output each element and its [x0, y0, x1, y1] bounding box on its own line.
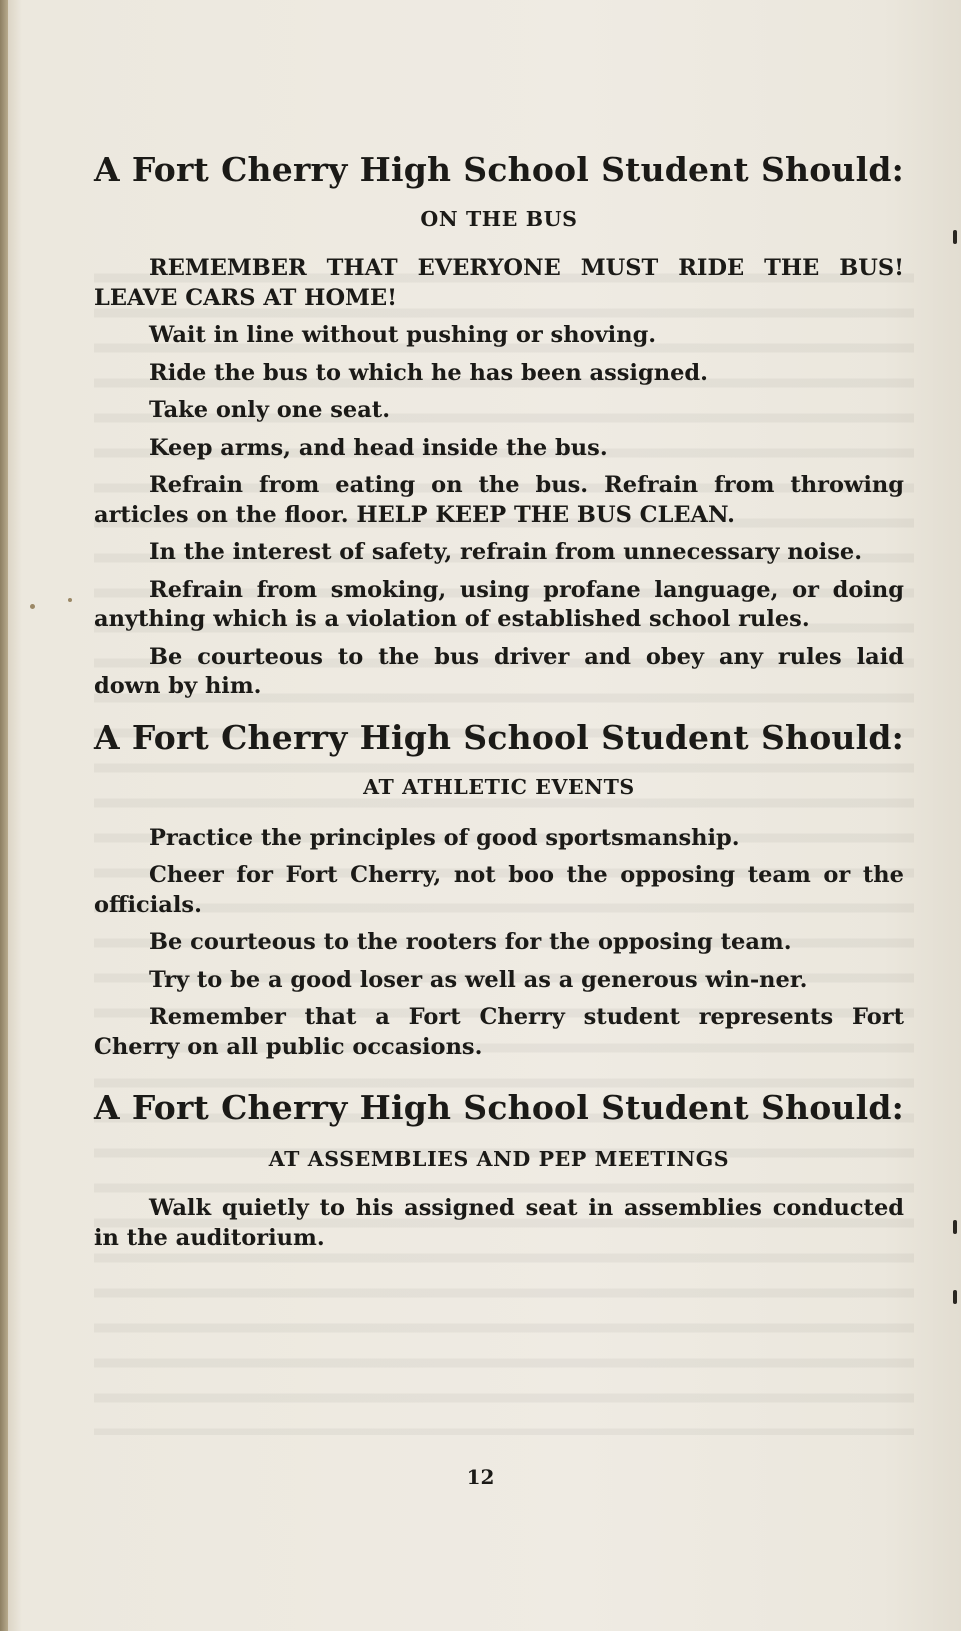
rule-paragraph: Wait in line without pushing or shoving.	[149, 322, 657, 348]
rule-paragraph: Remember that a Fort Cherry student represents Fort Cherry on all public occasions.	[94, 1004, 904, 1060]
rule-paragraph: REMEMBER THAT EVERYONE MUST RIDE THE BUS! LEAVE CARS AT HOME!	[94, 255, 904, 311]
section-heading: A Fort Cherry High School Student Should:	[94, 1088, 904, 1127]
rule-paragraph: Take only one seat.	[149, 397, 391, 423]
edge-mark	[953, 230, 957, 244]
section-on-the-bus	[94, 150, 904, 702]
rule-paragraph: Ride the bus to which he has been assigned.	[149, 359, 708, 386]
page-number: 12	[466, 1465, 495, 1489]
rule-paragraph: Refrain from eating on the bus. Refrain from throwing articles on the floor. HELP KEEP THE BUS CLEAN.	[94, 472, 904, 528]
section-assemblies	[94, 1088, 904, 1253]
section-subheading: ON THE BUS	[420, 207, 578, 231]
rule-paragraph: Cheer for Fort Cherry, not boo the opposing team or the officials.	[94, 862, 904, 918]
section-heading: A Fort Cherry High School Student Should:	[94, 717, 904, 757]
paper-speck	[30, 604, 35, 609]
section-athletic-events	[94, 718, 904, 1063]
rule-paragraph: Keep arms, and head inside the bus.	[149, 434, 608, 461]
rule-paragraph: In the interest of safety, refrain from unnecessary noise.	[149, 539, 863, 565]
paper-speck	[68, 598, 72, 602]
rule-paragraph: Try to be a good loser as well as a generous win-ner.	[149, 966, 808, 993]
rule-paragraph: Refrain from smoking, using profane language, or doing anything which is a violation of established school rules.	[94, 576, 904, 632]
section-subheading: AT ASSEMBLIES AND PEP MEETINGS	[268, 1147, 730, 1171]
rule-paragraph: Walk quietly to his assigned seat in assemblies conducted in the auditorium.	[94, 1195, 904, 1251]
section-subheading: AT ATHLETIC EVENTS	[363, 774, 635, 799]
edge-mark	[953, 1220, 957, 1234]
edge-mark	[953, 1290, 957, 1304]
binding-shadow	[0, 0, 8, 1631]
rule-paragraph: Practice the principles of good sportsmanship.	[149, 824, 740, 851]
section-heading: A Fort Cherry High School Student Should:	[94, 150, 904, 189]
rule-paragraph: Be courteous to the bus driver and obey any rules laid down by him.	[94, 643, 904, 699]
page-content	[94, 150, 904, 1261]
rule-paragraph: Be courteous to the rooters for the opposing team.	[149, 929, 792, 955]
